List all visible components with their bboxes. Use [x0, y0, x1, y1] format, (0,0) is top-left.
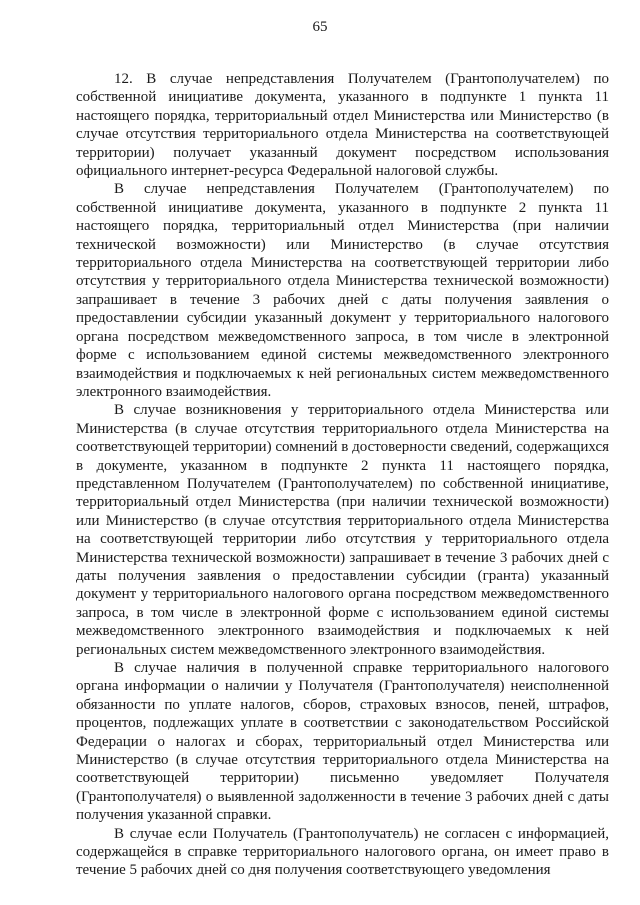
paragraph-interagency-request: В случае непредставления Получателем (Грантополучателем) по собственной инициативе документа, указанного в подпункте 2 пункта 11 настоящего порядка, территориальный отдел Министерства (при наличии технической возможности) или Министерство (в случае отсутствия территориального отдела Министерства на соответствующей территории либо отсутствия у территориального отдела Министерства технической возможности) запрашивает в течение 3 рабочих дней с даты получения заявления о предоставлении субсидии указанный документ у территориального налогового органа посредством межведомственного запроса, в том числе в электронной форме с использованием единой системы межведомственного электронного взаимодействия и подключаемых к ней региональных систем межведомственного электронного взаимодействия. [76, 181, 609, 400]
paragraph-doubts-request: В случае возникновения у территориального отдела Министерства или Министерства (в случае отсутствия территориального отдела Министерства на соответствующей территории) сомнений в достоверности сведений, содержащихся в документе, указанном в подпункте 2 пункта 11 настоящего порядка, представленном Получателем (Грантополучателем) по собственной инициативе, территориальный отдел Министерства (при наличии технической возможности) или Министерство (в случае отсутствия территориального отдела Министерства на соответствующей территории либо отсутствия у территориального отдела Министерства технической возможности) запрашивает в течение 3 рабочих дней с даты получения заявления о предоставлении субсидии (гранта) указанный документ у территориального налогового органа посредством межведомственного запроса, в том числе в электронной форме с использованием единой системы межведомственного электронного взаимодействия и подключаемых к ней региональных систем межведомственного электронного взаимодействия. [76, 402, 609, 658]
document-body [76, 70, 609, 880]
paragraph-debt-notice: В случае наличия в полученной справке территориального налогового органа информации о наличии у Получателя (Грантополучателя) неисполненной обязанности по уплате налогов, сборов, страховых взносов, пеней, штрафов, процентов, подлежащих уплате в соответствии с законодательством Российской Федерации о налогах и сборах, территориальный отдел Министерства или Министерство (в случае отсутствия территориального отдела Министерства на соответствующей территории) письменно уведомляет Получателя (Грантополучателя) о выявленной задолженности в течение 3 рабочих дней с даты получения указанной справки. [76, 660, 609, 824]
paragraph-disagreement: В случае если Получатель (Грантополучатель) не согласен с информацией, содержащейся в справке территориального налогового органа, он имеет право в течение 5 рабочих дней со дня получения соответствующего уведомления [76, 825, 609, 879]
paragraph-clause-12: 12. В случае непредставления Получателем (Грантополучателем) по собственной инициативе документа, указанного в подпункте 1 пункта 11 настоящего порядка, территориальный отдел Министерства или Министерство (в случае отсутствия территориального отдела Министерства на соответствующей территории) получает указанный документ посредством использования официального интернет-ресурса Федеральной налоговой службы. [76, 71, 609, 180]
page-number: 65 [312, 19, 328, 35]
